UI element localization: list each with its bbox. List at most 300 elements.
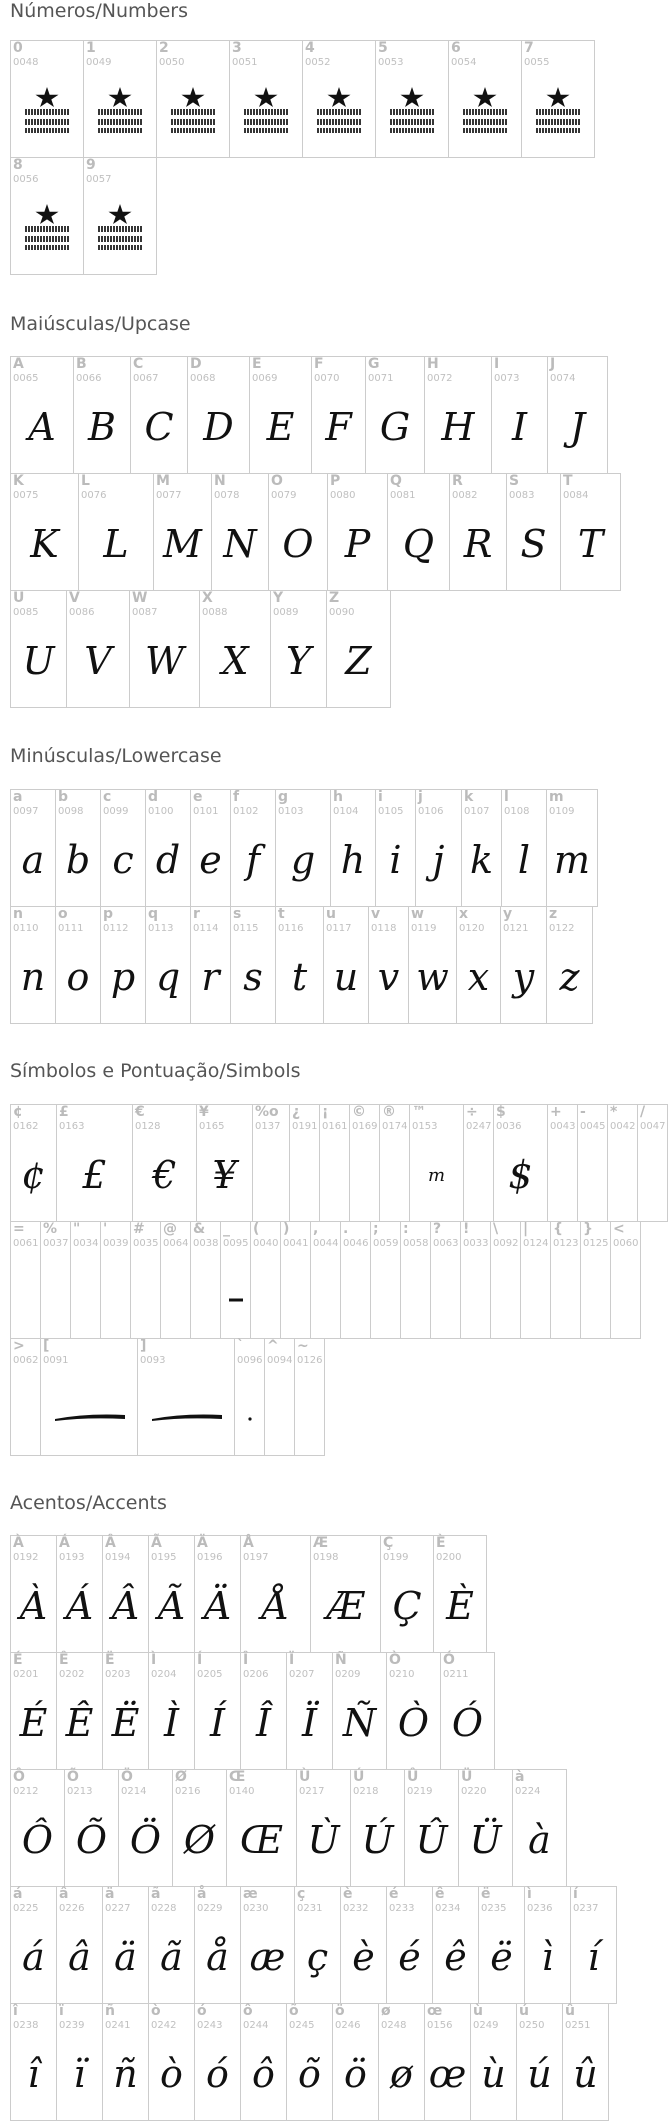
- glyph-char-label: L: [81, 473, 90, 489]
- glyph-char-label: ?: [433, 1221, 442, 1237]
- glyph-char-label: x: [459, 906, 469, 922]
- glyph-code-label: 0109: [549, 806, 575, 817]
- glyph-code-label: 0035: [133, 1238, 159, 1249]
- glyph-code-label: 0169: [352, 1121, 378, 1132]
- glyph-sample: A: [28, 405, 56, 449]
- glyph-char-label: D: [190, 356, 202, 372]
- glyph-sample: D: [203, 405, 234, 449]
- glyph-sample: O: [282, 522, 314, 566]
- glyph-char-label: G: [368, 356, 380, 372]
- glyph-sample: Ë: [111, 1701, 140, 1745]
- glyph-sample: d: [155, 838, 181, 882]
- glyph-sample: N: [223, 522, 257, 566]
- glyph-sample: z: [559, 955, 580, 999]
- glyph-cell: [580, 1221, 611, 1339]
- glyph-cell: [83, 157, 157, 275]
- glyph-char-label: 3: [232, 40, 242, 56]
- glyph-sample: [11, 65, 83, 157]
- glyph-code-label: 0207: [289, 1669, 315, 1680]
- glyph-char-label: =: [13, 1221, 25, 1237]
- glyph-char-label: Ú: [353, 1769, 365, 1785]
- glyph-sample: [253, 1129, 289, 1221]
- glyph-code-label: 0070: [314, 373, 340, 384]
- glyph-char-label: ®: [382, 1104, 396, 1120]
- glyph-cell: [230, 906, 276, 1024]
- glyph-char-label: ^: [267, 1338, 279, 1354]
- glyph-char-label: õ: [289, 2003, 299, 2019]
- glyph-code-label: 0205: [197, 1669, 223, 1680]
- glyph-sample: [521, 1246, 550, 1338]
- glyph-code-label: 0054: [451, 57, 477, 68]
- glyph-cell: [408, 906, 457, 1024]
- glyph-char-label: s: [233, 906, 242, 922]
- glyph-code-label: 0214: [121, 1786, 147, 1797]
- glyph-cell: [190, 1221, 221, 1339]
- glyph-code-label: 0092: [493, 1238, 519, 1249]
- glyph-code-label: 0123: [553, 1238, 579, 1249]
- glyph-cell: [378, 2003, 425, 2121]
- glyph-char-label: É: [13, 1652, 23, 1668]
- glyph-cell: [490, 1221, 521, 1339]
- glyph-cell: [340, 1886, 387, 2004]
- glyph-cell: [350, 1769, 405, 1887]
- glyph-char-label: ñ: [105, 2003, 115, 2019]
- glyph-cell: [64, 1769, 119, 1887]
- glyph-cell: [524, 1886, 571, 2004]
- glyph-sample: Œ: [239, 1818, 284, 1862]
- glyph-cell: [118, 1769, 173, 1887]
- glyph-char-label: V: [69, 590, 80, 606]
- glyph-sample: c: [112, 838, 134, 882]
- glyph-sample: [303, 65, 375, 157]
- glyph-cell: [10, 356, 74, 474]
- glyph-code-label: 0055: [524, 57, 550, 68]
- glyph-code-label: 0040: [253, 1238, 279, 1249]
- glyph-code-label: 0053: [378, 57, 404, 68]
- glyph-char-label: ): [283, 1221, 290, 1237]
- glyph-sample: [84, 65, 156, 157]
- glyph-code-label: 0137: [255, 1121, 281, 1132]
- glyph-cell: [10, 473, 79, 591]
- glyph-cell: [56, 1535, 103, 1653]
- glyph-sample: ô: [252, 2052, 275, 2096]
- glyph-char-label: ä: [105, 1886, 115, 1902]
- glyph-char-label: ¿: [292, 1104, 301, 1120]
- glyph-char-label: z: [549, 906, 558, 922]
- glyph-char-label: £: [59, 1104, 69, 1120]
- glyph-sample: Ê: [65, 1701, 94, 1745]
- glyph-code-label: 0096: [237, 1355, 263, 1366]
- glyph-sample: [608, 1129, 637, 1221]
- glyph-cell: [430, 1221, 461, 1339]
- glyph-code-label: 0033: [463, 1238, 489, 1249]
- glyph-sample: À: [19, 1584, 48, 1628]
- glyph-code-label: 0203: [105, 1669, 131, 1680]
- glyph-char-label: T: [563, 473, 573, 489]
- glyph-sample: [281, 1246, 310, 1338]
- glyph-char-label: 4: [305, 40, 315, 56]
- glyph-code-label: 0037: [43, 1238, 69, 1249]
- glyph-sample: Ì: [163, 1701, 179, 1745]
- glyph-cell: [73, 356, 131, 474]
- glyph-code-label: 0062: [13, 1355, 39, 1366]
- glyph-cell: [148, 1652, 195, 1770]
- glyph-sample: Ç: [392, 1584, 422, 1628]
- glyph-cell: [156, 40, 230, 158]
- glyph-cell: [547, 356, 608, 474]
- glyph-cell: [229, 40, 303, 158]
- glyph-sample: P: [344, 522, 371, 566]
- glyph-code-label: 0124: [523, 1238, 549, 1249]
- glyph-char-label: Q: [390, 473, 402, 489]
- glyph-code-label: 0060: [613, 1238, 639, 1249]
- glyph-char-label: ™: [412, 1104, 426, 1120]
- glyph-cell: [319, 1104, 350, 1222]
- glyph-code-label: 0034: [73, 1238, 99, 1249]
- glyph-cell: [607, 1104, 638, 1222]
- glyph-char-label: ~: [297, 1338, 309, 1354]
- glyph-code-label: 0218: [353, 1786, 379, 1797]
- glyph-char-label: (: [253, 1221, 260, 1237]
- glyph-code-label: 0061: [13, 1238, 39, 1249]
- glyph-cell: [199, 590, 271, 708]
- glyph-sample: æ: [249, 1935, 286, 1979]
- glyph-cell: [310, 1535, 381, 1653]
- glyph-cell: [387, 473, 450, 591]
- glyph-cell: [562, 2003, 609, 2121]
- glyph-sample: [371, 1246, 400, 1338]
- glyph-sample: í: [587, 1935, 600, 1979]
- glyph-code-label: 0081: [390, 490, 416, 501]
- glyph-code-label: 0057: [86, 174, 112, 185]
- glyph-char-label: k: [464, 789, 474, 805]
- glyph-char-label: í: [573, 1886, 578, 1902]
- glyph-cell: [194, 1652, 241, 1770]
- glyph-char-label: {: [553, 1221, 563, 1237]
- glyph-code-label: 0091: [43, 1355, 69, 1366]
- glyph-cell: [310, 1221, 341, 1339]
- glyph-code-label: 0098: [58, 806, 84, 817]
- glyph-code-label: 0204: [151, 1669, 177, 1680]
- glyph-char-label: K: [13, 473, 24, 489]
- glyph-sample: ä: [114, 1935, 137, 1979]
- glyph-code-label: 0119: [411, 923, 437, 934]
- glyph-code-label: 0220: [461, 1786, 487, 1797]
- glyph-cell: [40, 1221, 71, 1339]
- glyph-cell: [130, 356, 188, 474]
- underscore-glyph-icon: [226, 1272, 246, 1312]
- glyph-char-label: J: [550, 356, 556, 372]
- glyph-sample: Õ: [75, 1818, 108, 1862]
- glyph-code-label: 0077: [156, 490, 182, 501]
- glyph-char-label: 6: [451, 40, 461, 56]
- numeral-badge-icon: [242, 87, 290, 135]
- glyph-sample: $: [508, 1153, 533, 1197]
- glyph-char-label: ¢: [13, 1104, 23, 1120]
- glyph-sample: [401, 1246, 430, 1338]
- glyph-sample: Í: [209, 1701, 225, 1745]
- glyph-char-label: Œ: [229, 1769, 246, 1785]
- glyph-code-label: 0249: [473, 2020, 499, 2031]
- glyph-code-label: 0115: [233, 923, 259, 934]
- glyph-cell: [10, 1104, 57, 1222]
- glyph-cell: [470, 2003, 517, 2121]
- glyph-sample: [230, 65, 302, 157]
- glyph-cell: [190, 906, 231, 1024]
- section-title-numbers: Números/Numbers: [10, 0, 188, 22]
- glyph-code-label: 0048: [13, 57, 39, 68]
- glyph-code-label: 0201: [13, 1669, 39, 1680]
- glyph-code-label: 0080: [330, 490, 356, 501]
- glyph-cell: [211, 473, 269, 591]
- glyph-code-label: 0038: [193, 1238, 219, 1249]
- glyph-char-label: l: [504, 789, 509, 805]
- glyph-cell: [286, 1652, 333, 1770]
- glyph-cell: [196, 1104, 253, 1222]
- glyph-code-label: 0228: [151, 1903, 177, 1914]
- glyph-cell: [365, 356, 425, 474]
- glyph-cell: [148, 1886, 195, 2004]
- glyph-sample: T: [577, 522, 604, 566]
- glyph-cell: [370, 1221, 401, 1339]
- glyph-sample: [41, 1363, 137, 1455]
- glyph-cell: [424, 2003, 471, 2121]
- glyph-char-label: +: [550, 1104, 562, 1120]
- glyph-sample: r: [201, 955, 220, 999]
- glyph-code-label: 0200: [436, 1552, 462, 1563]
- glyph-sample: q: [155, 955, 181, 999]
- glyph-sample: é: [398, 1935, 421, 1979]
- glyph-cell: [10, 1769, 65, 1887]
- glyph-sample: â: [68, 1935, 91, 1979]
- glyph-char-label: A: [13, 356, 24, 372]
- glyph-cell: [102, 1652, 149, 1770]
- glyph-code-label: 0192: [13, 1552, 39, 1563]
- glyph-cell: [55, 906, 101, 1024]
- glyph-cell: [501, 789, 547, 907]
- glyph-sample: b: [65, 838, 91, 882]
- glyph-code-label: 0047: [640, 1121, 666, 1132]
- glyph-code-label: 0071: [368, 373, 394, 384]
- glyph-sample: ã: [160, 1935, 183, 1979]
- glyph-char-label: ê: [435, 1886, 445, 1902]
- glyph-char-label: Z: [329, 590, 340, 606]
- glyph-cell: [100, 906, 146, 1024]
- glyph-cell: [194, 2003, 241, 2121]
- glyph-code-label: 0101: [193, 806, 219, 817]
- glyph-code-label: 0162: [13, 1121, 39, 1132]
- glyph-sample: ì: [541, 1935, 554, 1979]
- glyph-cell: [404, 1769, 459, 1887]
- glyph-code-label: 0231: [297, 1903, 323, 1914]
- glyph-code-label: 0237: [573, 1903, 599, 1914]
- glyph-char-label: Â: [105, 1535, 116, 1551]
- glyph-code-label: 0049: [86, 57, 112, 68]
- glyph-sample: U: [22, 639, 55, 683]
- glyph-code-label: 0234: [435, 1903, 461, 1914]
- glyph-sample: [350, 1129, 379, 1221]
- glyph-cell: [194, 1535, 241, 1653]
- glyph-code-label: 0165: [199, 1121, 225, 1132]
- glyph-sample: [191, 1246, 220, 1338]
- glyph-char-label: 1: [86, 40, 96, 56]
- glyph-code-label: 0103: [278, 806, 304, 817]
- glyph-code-label: 0121: [503, 923, 529, 934]
- glyph-sample: S: [520, 522, 547, 566]
- glyph-cell: [440, 1652, 495, 1770]
- glyph-cell: [415, 789, 462, 907]
- glyph-code-label: 0125: [583, 1238, 609, 1249]
- glyph-sample: h: [340, 838, 366, 882]
- glyph-code-label: 0242: [151, 2020, 177, 2031]
- numeral-badge-icon: [461, 87, 509, 135]
- glyph-sample: Ñ: [342, 1701, 377, 1745]
- glyph-sample: Æ: [326, 1584, 365, 1628]
- glyph-sample: Ä: [203, 1584, 232, 1628]
- glyph-cell: [10, 1221, 41, 1339]
- glyph-sample: [290, 1129, 319, 1221]
- glyph-sample: a: [21, 838, 45, 882]
- glyph-sample: Y: [285, 639, 312, 683]
- glyph-code-label: 0248: [381, 2020, 407, 2031]
- glyph-code-label: 0239: [59, 2020, 85, 2031]
- glyph-char-label: 9: [86, 157, 96, 173]
- glyph-cell: [368, 906, 409, 1024]
- glyph-char-label: á: [13, 1886, 23, 1902]
- glyph-char-label: 7: [524, 40, 534, 56]
- numeral-badge-icon: [315, 87, 363, 135]
- glyph-cell: [560, 473, 621, 591]
- backtick-glyph-icon: [240, 1389, 260, 1429]
- glyph-sample: ó: [206, 2052, 229, 2096]
- glyph-code-label: 0210: [389, 1669, 415, 1680]
- glyph-sample: £: [82, 1153, 107, 1197]
- glyph-sample: I: [511, 405, 527, 449]
- glyph-code-label: 0102: [233, 806, 259, 817]
- glyph-code-label: 0140: [229, 1786, 255, 1797]
- glyph-code-label: 0245: [289, 2020, 315, 2031]
- numeral-badge-icon: [96, 204, 144, 252]
- glyph-char-label: Ä: [197, 1535, 208, 1551]
- glyph-cell: [137, 1338, 235, 1456]
- glyph-char-label: |: [523, 1221, 529, 1237]
- glyph-cell: [433, 1535, 487, 1653]
- glyph-code-label: 0107: [464, 806, 490, 817]
- glyph-cell: [570, 1886, 617, 2004]
- glyph-code-label: 0058: [403, 1238, 429, 1249]
- glyph-cell: [132, 1104, 197, 1222]
- glyph-code-label: 0059: [373, 1238, 399, 1249]
- section-title-symbols: Símbolos e Pontuação/Simbols: [10, 1060, 301, 1082]
- glyph-cell: [409, 1104, 464, 1222]
- glyph-sample: Ã: [157, 1584, 186, 1628]
- glyph-cell: [145, 789, 191, 907]
- glyph-cell: [500, 906, 547, 1024]
- glyph-cell: [458, 1769, 513, 1887]
- glyph-char-label: Ö: [121, 1769, 133, 1785]
- glyph-cell: [100, 789, 146, 907]
- glyph-char-label: ù: [473, 2003, 483, 2019]
- glyph-code-label: 0088: [202, 607, 228, 618]
- glyph-char-label: m: [549, 789, 564, 805]
- glyph-sample: [138, 1363, 234, 1455]
- glyph-char-label: Ï: [289, 1652, 295, 1668]
- glyph-char-label: N: [214, 473, 226, 489]
- glyph-cell: [102, 2003, 149, 2121]
- section-title-upper: Maiúsculas/Upcase: [10, 313, 191, 335]
- glyph-code-label: 0128: [135, 1121, 161, 1132]
- numeral-badge-icon: [96, 87, 144, 135]
- glyph-code-label: 0197: [243, 1552, 269, 1563]
- glyph-char-label: ï: [59, 2003, 64, 2019]
- glyph-code-label: 0226: [59, 1903, 85, 1914]
- glyph-cell: [10, 1338, 41, 1456]
- glyph-sample: Ú: [361, 1818, 394, 1862]
- glyph-char-label: û: [565, 2003, 575, 2019]
- glyph-cell: [460, 1221, 491, 1339]
- glyph-code-label: 0074: [550, 373, 576, 384]
- glyph-code-label: 0225: [13, 1903, 39, 1914]
- glyph-sample: î: [27, 2052, 40, 2096]
- glyph-sample: W: [144, 639, 185, 683]
- glyph-cell: [194, 1886, 241, 2004]
- glyph-sample: Ö: [129, 1818, 162, 1862]
- glyph-sample: x: [467, 955, 490, 999]
- glyph-code-label: 0100: [148, 806, 174, 817]
- glyph-cell: [10, 789, 56, 907]
- glyph-sample: F: [325, 405, 352, 449]
- glyph-char-label: È: [436, 1535, 446, 1551]
- glyph-cell: [380, 1535, 434, 1653]
- glyph-sample: [131, 1246, 160, 1338]
- glyph-char-label: ': [103, 1221, 108, 1237]
- numeral-badge-icon: [534, 87, 582, 135]
- glyph-sample: Î: [255, 1701, 271, 1745]
- glyph-cell: [323, 906, 369, 1024]
- glyph-sample: C: [144, 405, 174, 449]
- glyph-sample: Q: [402, 522, 435, 566]
- glyph-code-label: 0224: [515, 1786, 541, 1797]
- glyph-cell: [240, 1652, 287, 1770]
- glyph-char-label: }: [583, 1221, 593, 1237]
- glyph-code-label: 0065: [13, 373, 39, 384]
- glyph-char-label: 5: [378, 40, 388, 56]
- glyph-cell: [78, 473, 154, 591]
- glyph-cell: [240, 1886, 295, 2004]
- glyph-char-label: d: [148, 789, 159, 805]
- glyph-cell: [330, 789, 376, 907]
- glyph-code-label: 0052: [305, 57, 331, 68]
- glyph-code-label: 0104: [333, 806, 359, 817]
- glyph-sample: [581, 1246, 610, 1338]
- glyph-code-label: 0110: [13, 923, 39, 934]
- glyph-sample: Â: [111, 1584, 140, 1628]
- glyph-cell: [66, 590, 130, 708]
- glyph-code-label: 0095: [223, 1238, 249, 1249]
- glyph-sample: V: [84, 639, 112, 683]
- glyph-cell: [250, 1221, 281, 1339]
- glyph-char-label: 8: [13, 157, 23, 173]
- glyph-sample: u: [333, 955, 359, 999]
- glyph-sample: [11, 1246, 40, 1338]
- glyph-cell: [102, 1886, 149, 2004]
- glyph-cell: [240, 2003, 287, 2121]
- glyph-char-label: ": [73, 1221, 81, 1237]
- glyph-code-label: 0056: [13, 174, 39, 185]
- glyph-cell: [375, 789, 416, 907]
- glyph-sample: E: [266, 405, 295, 449]
- glyph-char-label: ]: [140, 1338, 147, 1354]
